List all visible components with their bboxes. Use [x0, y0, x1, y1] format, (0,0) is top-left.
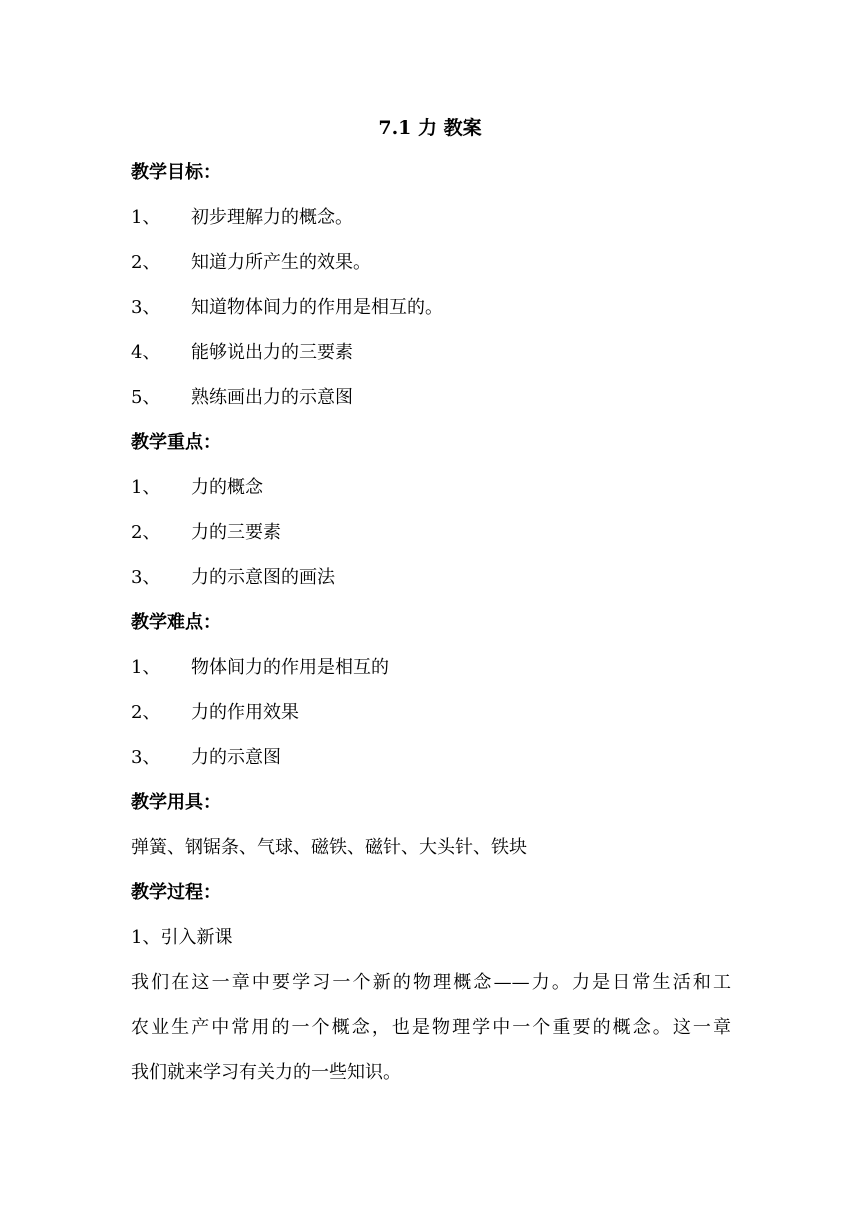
difficulty-item — [131, 656, 389, 680]
objective-number: 4、 — [131, 342, 161, 363]
key-point-number: 2、 — [131, 522, 161, 543]
process-step-title: 1、引入新课 — [131, 927, 233, 948]
key-point-item — [131, 476, 263, 500]
difficulty-item — [131, 701, 299, 725]
difficulties-heading: 教学难点： — [131, 612, 221, 633]
key-point-text: 力的示意图的画法 — [191, 567, 335, 588]
objective-text: 熟练画出力的示意图 — [191, 387, 353, 408]
difficulty-text: 物体间力的作用是相互的 — [191, 657, 389, 678]
difficulty-text: 力的示意图 — [191, 747, 281, 768]
tools-list: 弹簧、钢锯条、气球、磁铁、磁针、大头针、铁块 — [131, 837, 527, 858]
tools-heading: 教学用具： — [131, 792, 221, 813]
difficulty-number: 3、 — [131, 747, 161, 768]
paragraph-line: 农业生产中常用的一个概念，也是物理学中一个重要的概念。这一章 — [131, 1017, 731, 1038]
difficulty-text: 力的作用效果 — [191, 702, 299, 723]
document-title: 7.1 力 教案 — [378, 117, 482, 139]
key-point-number: 1、 — [131, 477, 161, 498]
key-point-text: 力的概念 — [191, 477, 263, 498]
objective-text: 知道物体间力的作用是相互的。 — [191, 297, 443, 318]
key-point-number: 3、 — [131, 567, 161, 588]
objective-text: 能够说出力的三要素 — [191, 342, 353, 363]
objective-number: 5、 — [131, 387, 161, 408]
objective-item — [131, 341, 353, 365]
objective-number: 2、 — [131, 252, 161, 273]
difficulty-number: 2、 — [131, 702, 161, 723]
paragraph-line: 我们就来学习有关力的一些知识。 — [131, 1062, 401, 1083]
objective-item — [131, 296, 443, 320]
process-heading: 教学过程： — [131, 882, 221, 903]
key-point-item — [131, 521, 281, 545]
objective-number: 1、 — [131, 207, 161, 228]
key-point-text: 力的三要素 — [191, 522, 281, 543]
objective-item — [131, 386, 353, 410]
objective-item — [131, 251, 371, 275]
key-points-heading: 教学重点： — [131, 432, 221, 453]
paragraph-line: 我们在这一章中要学习一个新的物理概念——力。力是日常生活和工 — [131, 972, 731, 993]
key-point-item — [131, 566, 335, 590]
objective-item — [131, 206, 353, 230]
objective-text: 知道力所产生的效果。 — [191, 252, 371, 273]
objective-text: 初步理解力的概念。 — [191, 207, 353, 228]
difficulty-item — [131, 746, 281, 770]
objectives-heading: 教学目标： — [131, 162, 221, 183]
objective-number: 3、 — [131, 297, 161, 318]
difficulty-number: 1、 — [131, 657, 161, 678]
